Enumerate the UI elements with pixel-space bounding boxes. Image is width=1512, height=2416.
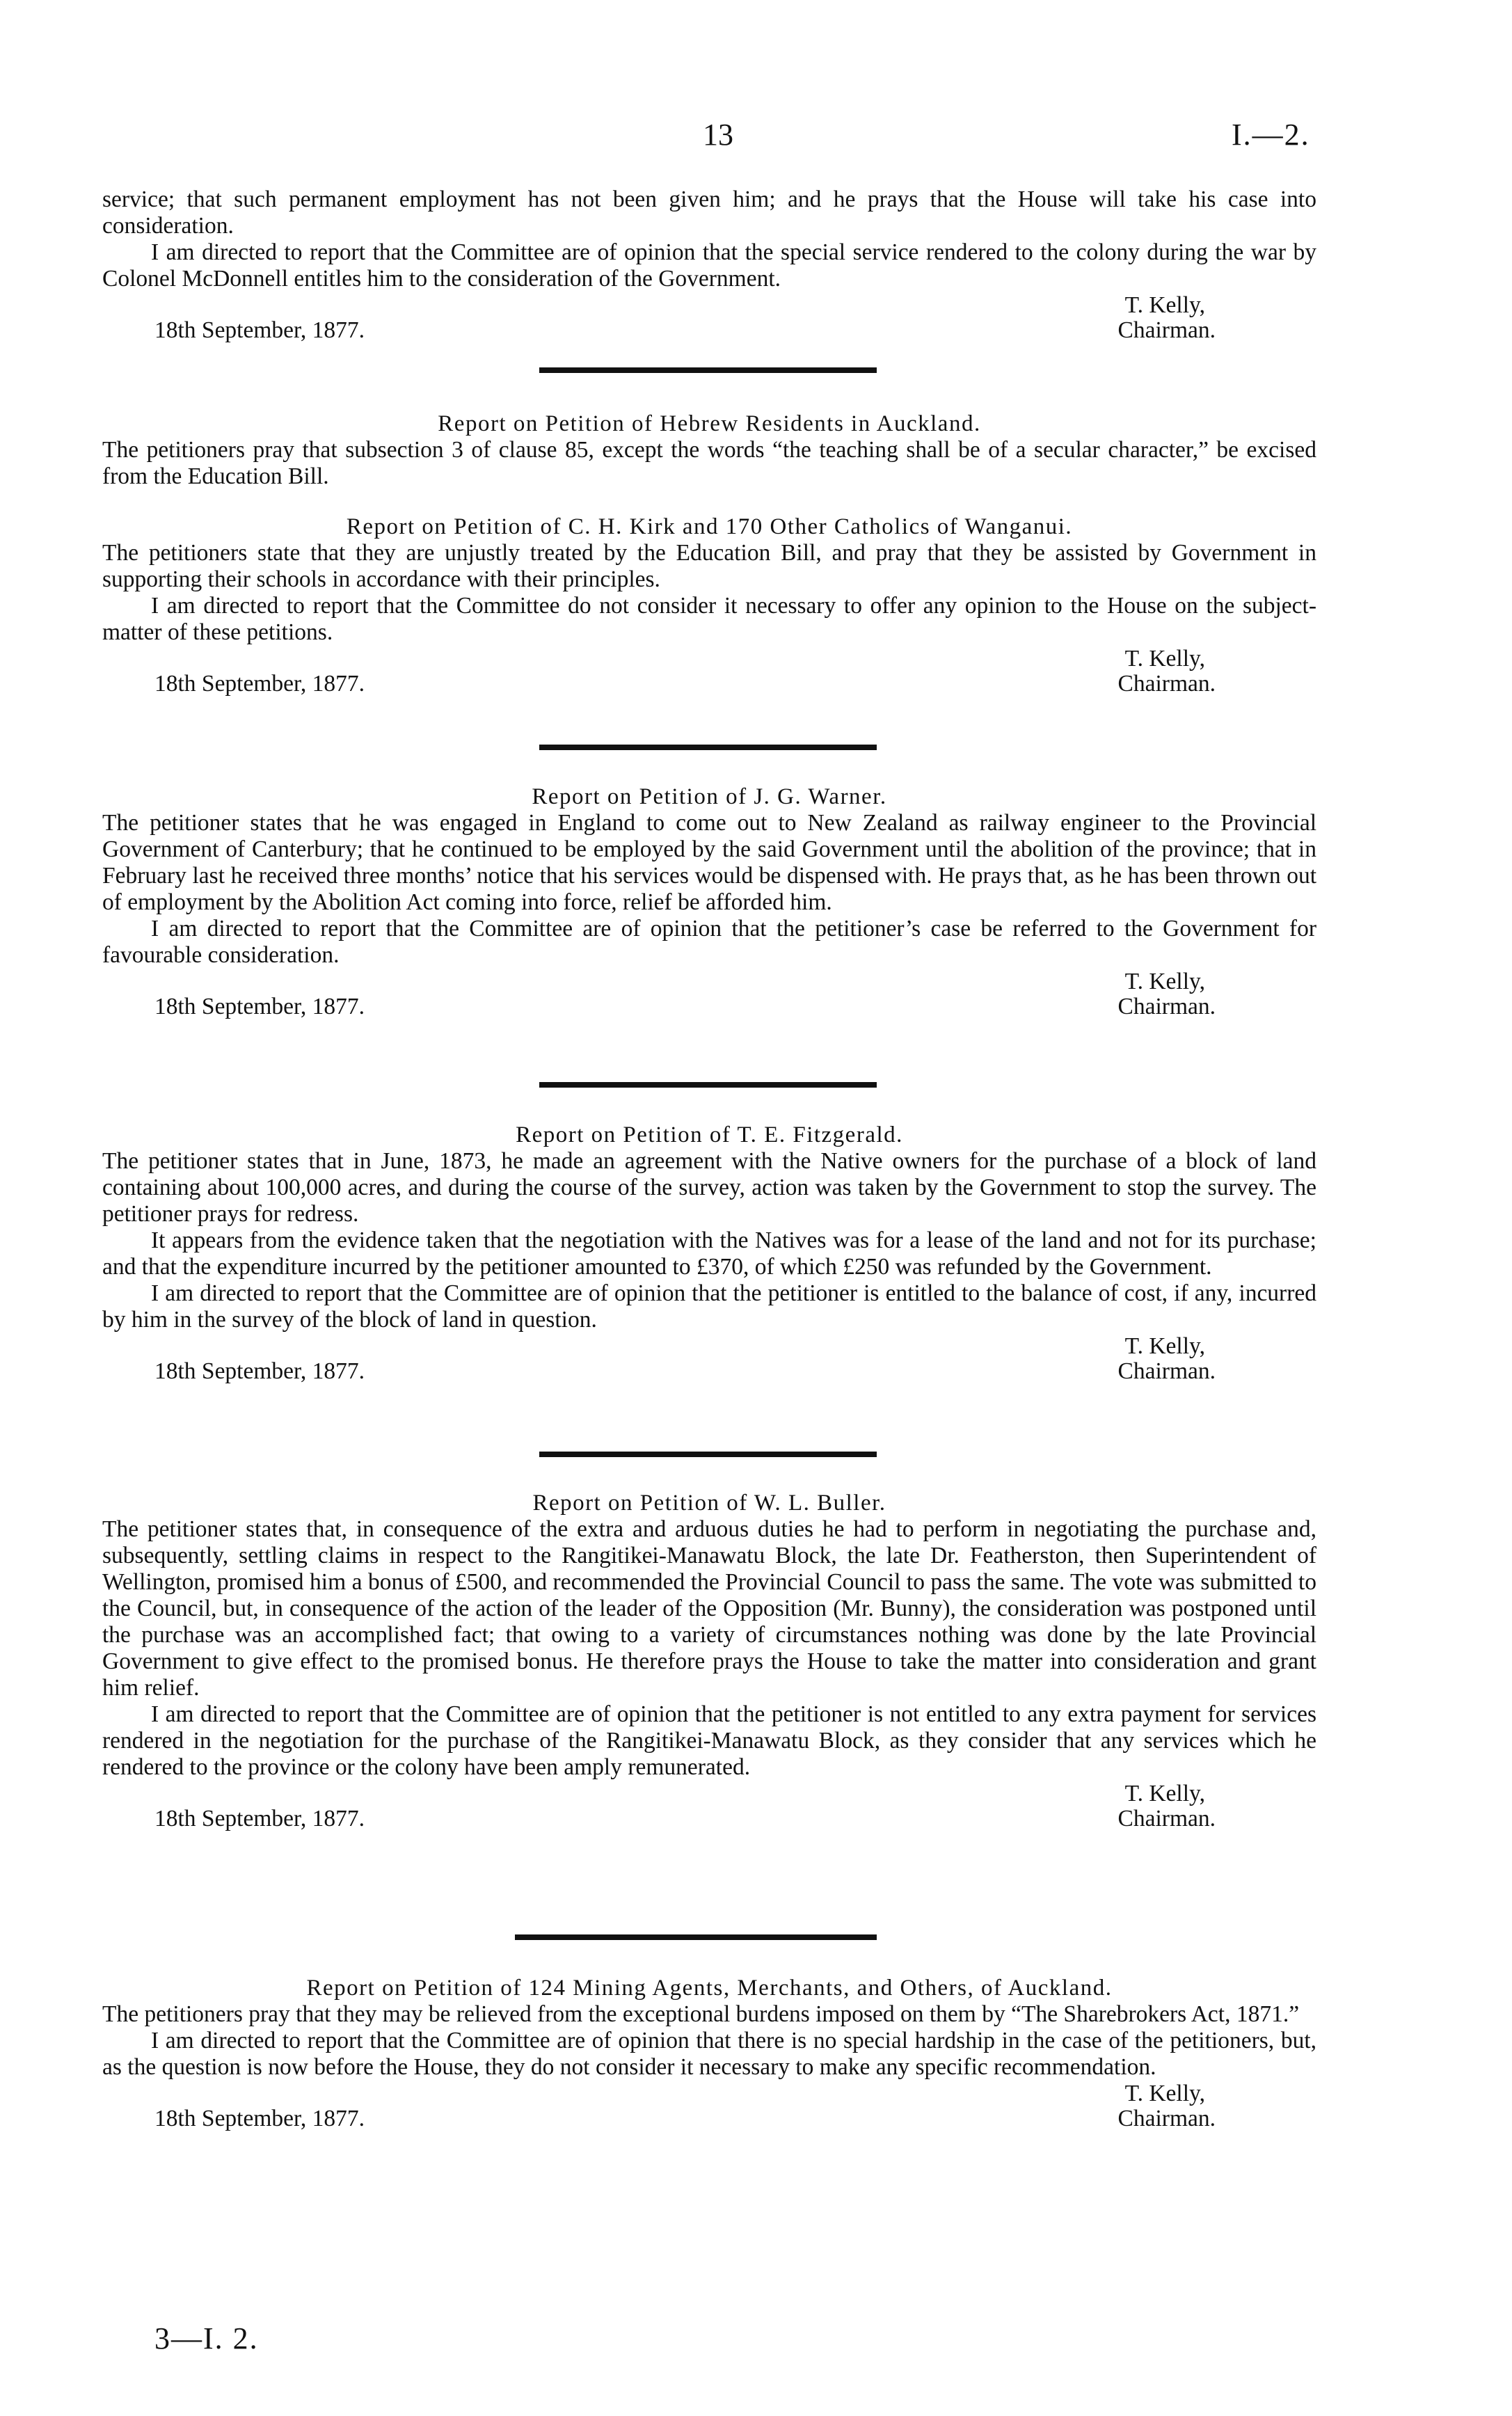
signature-role: Chairman. bbox=[1117, 317, 1216, 343]
report-fitzgerald bbox=[102, 1122, 1316, 1386]
document-code: I.—2. bbox=[1232, 118, 1310, 152]
report-paragraph: The petitioner states that, in consequence of the extra and arduous duties he had to perform in negotiating the purchase and, subsequently, settling claims in respect to the Rangitikei-Manawatu Block, the late Dr. Featherston, then Superintendent of Wellington, promised him a bonus of £500, and recommended the Provincial Council to pass the same. The vote was submitted to the Council, but, in consequence of the action of the leader of the Opposition (Mr. Bunny), the consideration was postponed until the purchase was an accomplished fact; that owing to a variety of circumstances nothing was done by the late Provincial Government to give effect to the promised bonus. He therefore prays the House to take the matter into consideration and grant him relief. bbox=[102, 1516, 1316, 1701]
page-number: 13 bbox=[703, 118, 733, 152]
section-divider bbox=[539, 1452, 877, 1457]
signature-date: 18th September, 1877. bbox=[154, 994, 365, 1019]
report-title: Report on Petition of 124 Mining Agents, Merchants, and Others, of Auckland. bbox=[306, 1976, 1113, 2001]
report-title: Report on Petition of J. G. Warner. bbox=[532, 784, 887, 809]
section-divider bbox=[515, 1934, 877, 1940]
signature-name: T. Kelly, bbox=[1124, 646, 1205, 671]
report-paragraph: I am directed to report that the Committee are of opinion that the petitioner is not entitled to any extra payment for services rendered in the negotiation for the purchase of the Rangitikei-Manawatu Block, as they consider that any services which he rendered to the province or the colony have been amply remunerated. bbox=[102, 1701, 1316, 1780]
intro-section bbox=[102, 186, 1316, 345]
report-signature bbox=[102, 1781, 1316, 1834]
signature-name: T. Kelly, bbox=[1124, 969, 1205, 994]
report-paragraph: The petitioner states that in June, 1873, he made an agreement with the Native owners for the purchase of a block of land containing about 100,000 acres, and during the course of the survey, action was taken by the Government to stop the survey. The petitioner prays for redress. bbox=[102, 1148, 1316, 1227]
report-paragraph: It appears from the evidence taken that the negotiation with the Natives was for a lease of the land and not for its purchase; and that the expenditure incurred by the petitioner amounted to £370, of which £250 was refunded by the Government. bbox=[102, 1227, 1316, 1280]
signature-date: 18th September, 1877. bbox=[154, 671, 365, 697]
report-title: Report on Petition of C. H. Kirk and 170 Other Catholics of Wanganui. bbox=[346, 514, 1073, 539]
signature-name: T. Kelly, bbox=[1124, 2081, 1205, 2106]
report-signature bbox=[102, 1333, 1316, 1386]
report-warner bbox=[102, 784, 1316, 1022]
signature-name: T. Kelly, bbox=[1124, 1781, 1205, 1806]
intro-signature bbox=[102, 292, 1316, 345]
signature-date: 18th September, 1877. bbox=[154, 1806, 365, 1831]
report-title: Report on Petition of W. L. Buller. bbox=[532, 1491, 886, 1516]
section-divider bbox=[539, 1082, 877, 1088]
report-hebrew-residents bbox=[102, 411, 1316, 699]
report-mining-agents bbox=[102, 1975, 1316, 2133]
report-signature bbox=[102, 969, 1316, 1022]
report-paragraph: I am directed to report that the Committee are of opinion that the petitioner is entitled to the balance of cost, if any, incurred by him in the survey of the block of land in question. bbox=[102, 1280, 1316, 1333]
intro-paragraph-1: service; that such permanent employment has not been given him; and he prays that the House will take his case into consideration. bbox=[102, 186, 1316, 239]
signature-name: T. Kelly, bbox=[1124, 1333, 1205, 1359]
footer-signature-mark: 3—I. 2. bbox=[154, 2321, 259, 2355]
report-signature bbox=[102, 2081, 1316, 2133]
report-signature bbox=[102, 646, 1316, 699]
section-divider bbox=[539, 745, 877, 750]
report-title: Report on Petition of Hebrew Residents in Auckland. bbox=[438, 411, 981, 436]
signature-date: 18th September, 1877. bbox=[154, 317, 365, 343]
report-paragraph: The petitioners state that they are unjustly treated by the Education Bill, and pray that they be assisted by Government in supporting their schools in accordance with their principles. bbox=[102, 540, 1316, 592]
signature-role: Chairman. bbox=[1117, 994, 1216, 1019]
report-paragraph: The petitioners pray that subsection 3 of clause 85, except the words “the teaching shall be of a secular character,” be excised from the Education Bill. bbox=[102, 437, 1316, 489]
signature-role: Chairman. bbox=[1117, 1358, 1216, 1384]
report-paragraph: The petitioners pray that they may be relieved from the exceptional burdens imposed on them by “The Sharebrokers Act, 1871.” bbox=[102, 2001, 1300, 2027]
section-divider bbox=[539, 367, 877, 373]
signature-date: 18th September, 1877. bbox=[154, 1358, 365, 1384]
report-paragraph: The petitioner states that he was engaged in England to come out to New Zealand as railway engineer to the Provincial Government of Canterbury; that he continued to be employed by the said Government until the abolition of the province; that in February last he received three months’ notice that his services would be dispensed with. He prays that, as he has been thrown out of employment by the Abolition Act coming into force, relief be afforded him. bbox=[102, 810, 1316, 915]
report-paragraph: I am directed to report that the Committee are of opinion that the petitioner’s case be referred to the Government for favourable consideration. bbox=[102, 916, 1316, 968]
signature-role: Chairman. bbox=[1117, 671, 1216, 697]
report-paragraph: I am directed to report that the Committee are of opinion that there is no special hardship in the case of the petitioners, but, as the question is now before the House, they do not consider it necessary to make any specific recommendation. bbox=[102, 2028, 1316, 2080]
report-buller bbox=[102, 1490, 1316, 1834]
report-paragraph: I am directed to report that the Committee do not consider it necessary to offer any opinion to the House on the subject-matter of these petitions. bbox=[102, 593, 1316, 645]
intro-paragraph-2: I am directed to report that the Committee are of opinion that the special service rendered to the colony during the war by Colonel McDonnell entitles him to the consideration of the Government. bbox=[102, 239, 1316, 292]
signature-date: 18th September, 1877. bbox=[154, 2106, 365, 2131]
signature-role: Chairman. bbox=[1117, 2106, 1216, 2131]
signature-role: Chairman. bbox=[1117, 1806, 1216, 1831]
signature-name: T. Kelly, bbox=[1124, 292, 1205, 318]
report-title: Report on Petition of T. E. Fitzgerald. bbox=[516, 1122, 903, 1147]
